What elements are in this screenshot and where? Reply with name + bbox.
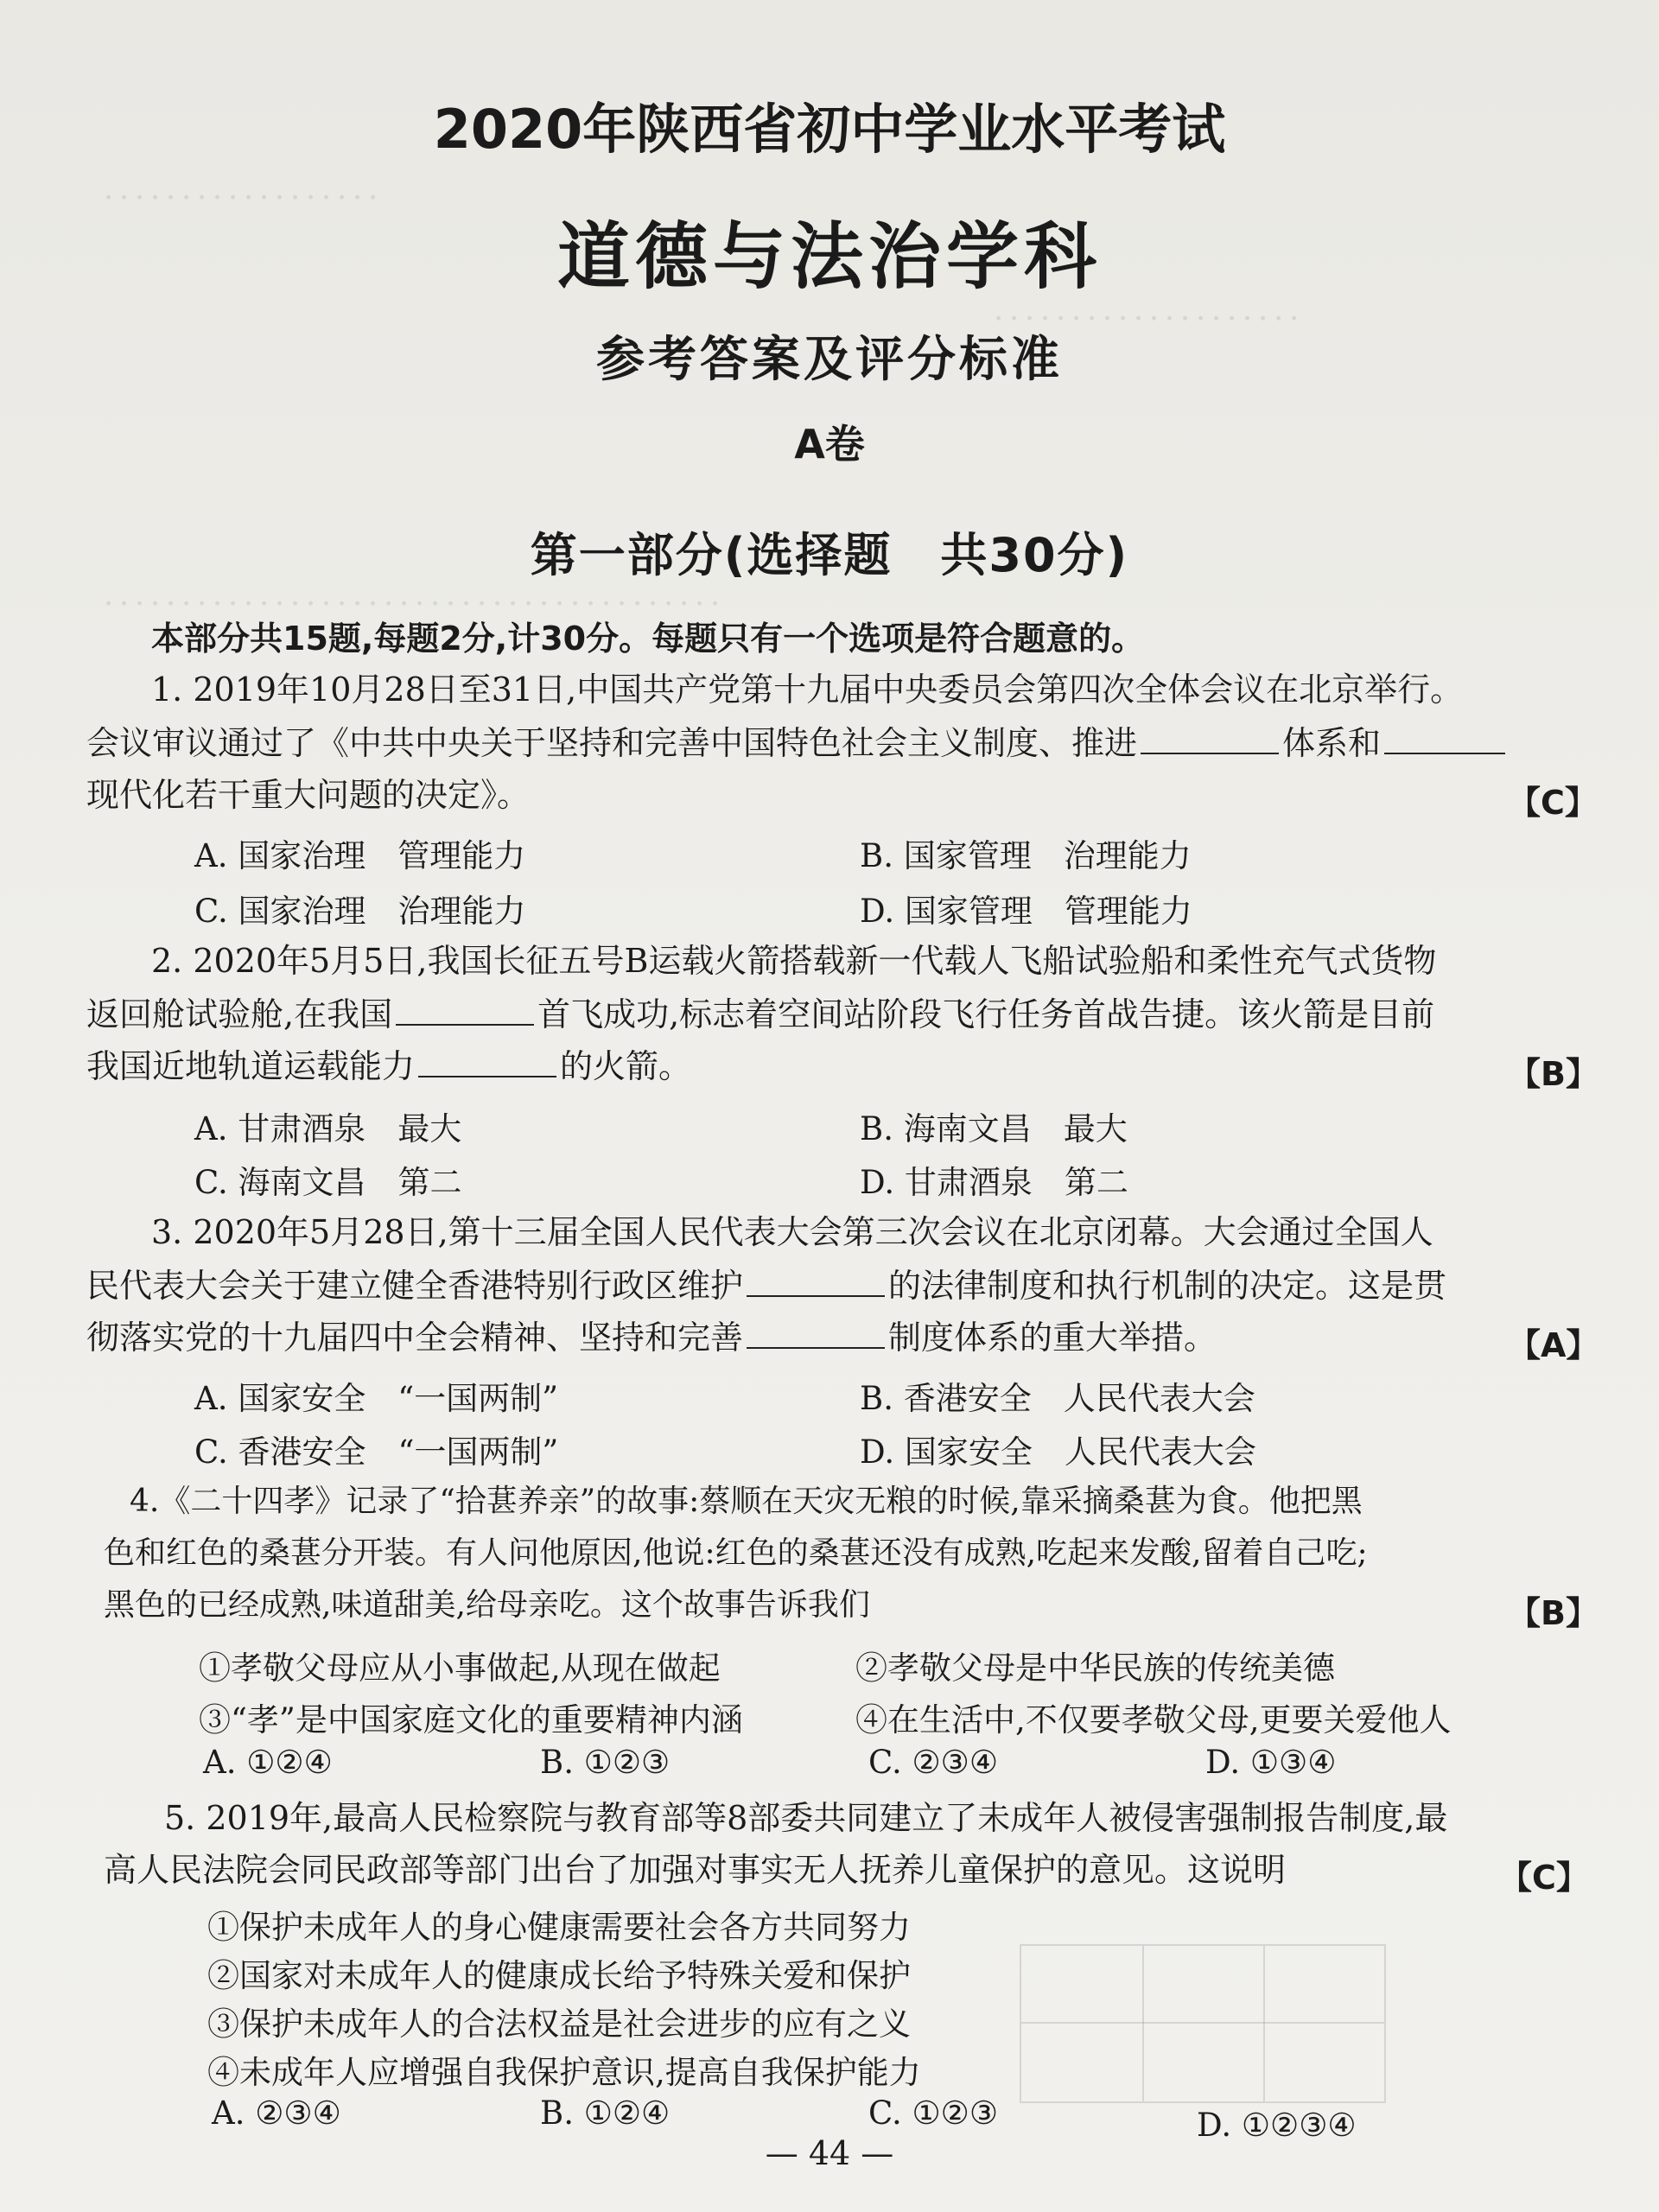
q2-text-2a: 返回舱试验舱,在我国: [86, 995, 393, 1033]
answer-key-title: 参考答案及评分标准: [596, 332, 1063, 388]
exam-title: 2020年陕西省初中学业水平考试: [433, 98, 1226, 161]
bleed-through-text: ．．．．．．．．．．．．．．．．．．．．．．．．．．．．．．．．．．．．．．．．: [104, 577, 742, 613]
q3-line-1: 3. 2020年5月28日,第十三届全国人民代表大会第三次会议在北京闭幕。大会通过全国人: [151, 1213, 1433, 1251]
q1-answer: 【C】: [1508, 784, 1598, 822]
q5-statement-1: ①保护未成年人的身心健康需要社会各方共同努力: [207, 1909, 911, 1946]
q1-line-2: [86, 724, 1509, 764]
volume-label: A卷: [794, 421, 865, 467]
q2-line-2: [86, 995, 1434, 1035]
q4-answer: 【B】: [1508, 1594, 1599, 1632]
q3-text-2b: 的法律制度和执行机制的决定。这是贯: [888, 1267, 1447, 1305]
q1-option-a: A. 国家治理 管理能力: [194, 837, 526, 874]
q1-text-2b: 体系和: [1282, 724, 1382, 762]
q5-line-2: 高人民法院会同民政部等部门出台了加强对事实无人抚养儿童保护的意见。这说明: [104, 1851, 1287, 1889]
q3-answer: 【A】: [1508, 1326, 1599, 1364]
q5-option-d: D. ①②③④: [1197, 2107, 1357, 2144]
q2-text-3a: 我国近地轨道运载能力: [86, 1047, 416, 1085]
bleed-through-text: ．．．．．．．．．．．．．．．．．．: [104, 171, 400, 207]
q5-statement-4: ④未成年人应增强自我保护意识,提高自我保护能力: [207, 2054, 921, 2091]
q2-line-1: 2. 2020年5月5日,我国长征五号B运载火箭搭载新一代载人飞船试验船和柔性充气式货物: [151, 942, 1437, 980]
q4-line-3: 黑色的已经成熟,味道甜美,给母亲吃。这个故事告诉我们: [104, 1587, 870, 1623]
q4-line-2: 色和红色的桑葚分开装。有人问他原因,他说:红色的桑葚还没有成熟,吃起来发酸,留着自己吃;: [104, 1535, 1368, 1571]
q3-option-c: C. 香港安全 “一国两制”: [194, 1433, 559, 1471]
q1-option-d: D. 国家管理 管理能力: [860, 893, 1192, 930]
q5-option-b: B. ①②④: [540, 2094, 671, 2132]
q5-statement-2: ②国家对未成年人的健康成长给予特殊关爱和保护: [207, 1957, 911, 1994]
q4-statement-2: ②孝敬父母是中华民族的传统美德: [855, 1649, 1335, 1687]
q3-text-3a: 彻落实党的十九届四中全会精神、坚持和完善: [86, 1319, 744, 1357]
q1-line-3: 现代化若干重大问题的决定》。: [86, 776, 531, 814]
part-heading: 第一部分(选择题 共30分): [530, 528, 1129, 582]
answer-blank: [396, 998, 534, 1026]
answer-blank: [1384, 727, 1505, 754]
part-instructions: 本部分共15题,每题2分,计30分。每题只有一个选项是符合题意的。: [151, 620, 1145, 658]
q5-option-c: C. ①②③: [868, 2094, 999, 2132]
q2-line-3: [86, 1047, 691, 1087]
q2-text-3b: 的火箭。: [560, 1047, 692, 1085]
q1-line-1: 1. 2019年10月28日至31日,中国共产党第十九届中央委员会第四次全体会议在北京举行。: [151, 671, 1464, 709]
bleed-through-text: ．．．．．．．．．．．．．．．．．．．．: [994, 292, 1321, 327]
q4-option-b: B. ①②③: [540, 1744, 671, 1781]
q1-option-c: C. 国家治理 治理能力: [194, 893, 526, 930]
q2-text-2b: 首飞成功,标志着空间站阶段飞行任务首战告捷。该火箭是目前: [537, 995, 1435, 1033]
q4-statement-3: ③“孝”是中国家庭文化的重要精神内涵: [199, 1701, 743, 1738]
answer-blank: [1141, 727, 1279, 754]
q5-line-1: 5. 2019年,最高人民检察院与教育部等8部委共同建立了未成年人被侵害强制报告制度,最: [164, 1799, 1448, 1837]
q3-option-b: B. 香港安全 人民代表大会: [860, 1380, 1255, 1417]
q5-option-a: A. ②③④: [212, 2094, 341, 2132]
answer-blank: [418, 1050, 556, 1077]
q3-line-2: [86, 1267, 1446, 1306]
bleed-through-table: [1020, 1944, 1386, 2103]
q3-text-2a: 民代表大会关于建立健全香港特别行政区维护: [86, 1267, 744, 1305]
q1-text-2a: 会议审议通过了《中共中央关于坚持和完善中国特色社会主义制度、推进: [86, 724, 1138, 762]
answer-blank: [747, 1321, 885, 1349]
q4-statement-1: ①孝敬父母应从小事做起,从现在做起: [199, 1649, 721, 1687]
q2-option-b: B. 海南文昌 最大: [860, 1110, 1128, 1147]
q4-option-c: C. ②③④: [868, 1744, 999, 1781]
q4-statement-4: ④在生活中,不仅要孝敬父母,更要关爱他人: [855, 1701, 1452, 1738]
q3-line-3: [86, 1319, 1217, 1358]
q4-option-a: A. ①②④: [203, 1744, 333, 1781]
page-number: — 44 —: [765, 2134, 894, 2172]
q2-option-d: D. 甘肃酒泉 第二: [860, 1164, 1128, 1201]
q2-option-c: C. 海南文昌 第二: [194, 1164, 462, 1201]
q4-line-1: 4.《二十四孝》记录了“拾葚养亲”的故事:蔡顺在天灾无粮的时候,靠采摘桑葚为食。他把黑: [130, 1484, 1363, 1519]
q1-option-b: B. 国家管理 治理能力: [860, 837, 1192, 874]
q3-option-a: A. 国家安全 “一国两制”: [194, 1380, 559, 1417]
q4-option-d: D. ①③④: [1205, 1744, 1337, 1781]
q2-answer: 【B】: [1508, 1055, 1599, 1093]
q5-statement-3: ③保护未成年人的合法权益是社会进步的应有之义: [207, 2005, 911, 2043]
subject-title: 道德与法治学科: [556, 214, 1102, 299]
q3-option-d: D. 国家安全 人民代表大会: [860, 1433, 1256, 1471]
q3-text-3b: 制度体系的重大举措。: [888, 1319, 1217, 1357]
q5-answer: 【C】: [1499, 1859, 1589, 1897]
answer-blank: [747, 1269, 885, 1297]
q2-option-a: A. 甘肃酒泉 最大: [194, 1110, 462, 1147]
